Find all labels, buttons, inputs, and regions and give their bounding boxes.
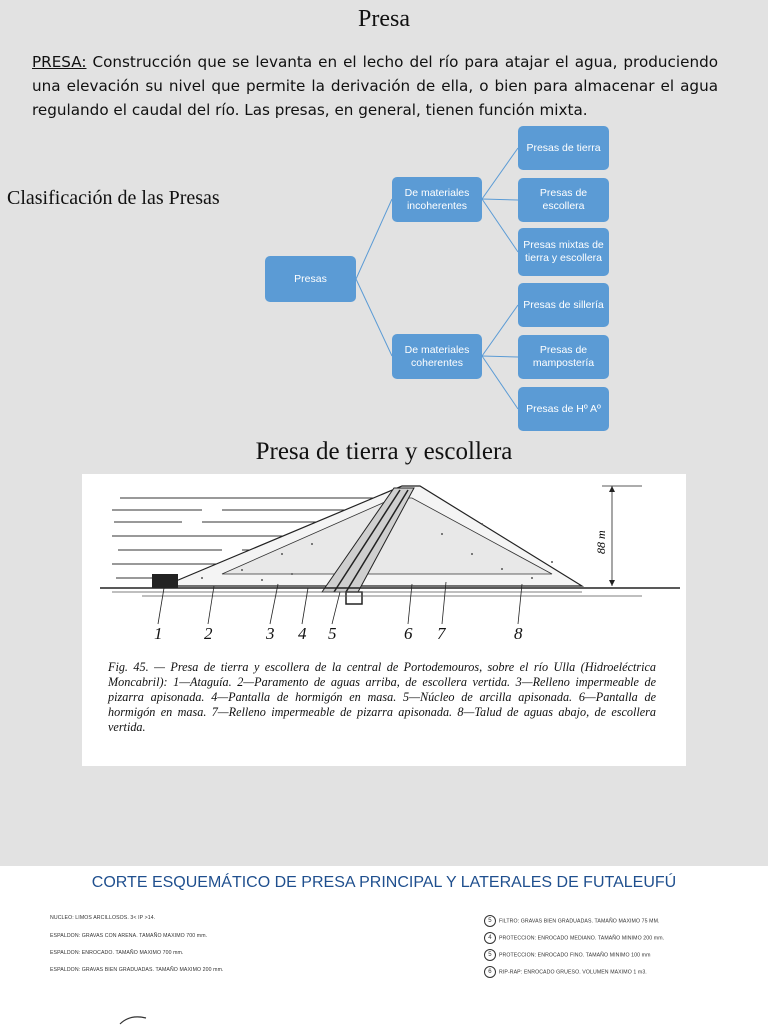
legend-left-item: NUCLEO: LIMOS ARCILLOSOS. 3< IP >14.	[50, 915, 156, 921]
legend-left	[50, 915, 370, 985]
node-coherent: De materiales coherentes	[392, 334, 482, 379]
page-title: Presa	[358, 6, 410, 32]
stroke-fragment	[116, 1012, 156, 1032]
legend-text: PROTECCION: ENROCADO MEDIANO. TAMAÑO MINIMO 200 mm.	[499, 935, 665, 942]
legend-right-item	[484, 949, 651, 961]
legend-left-item: ESPALDON: GRAVAS BIEN GRADUADAS. TAMAÑO MAXIMO 200 mm.	[50, 967, 224, 973]
height-dimension-label: 88 m	[594, 530, 608, 554]
label-1: 1	[154, 624, 163, 643]
legend-left-item: ESPALDON: GRAVAS CON ARENA. TAMAÑO MAXIMO 700 mm.	[50, 933, 208, 939]
node-presas-tierra: Presas de tierra	[518, 126, 609, 170]
dam-cross-section	[82, 474, 686, 654]
legend-text: FILTRO: GRAVAS BIEN GRADUADAS. TAMAÑO MAXIMO 75 MM.	[499, 918, 660, 925]
legend-right-item	[484, 932, 664, 944]
lower-title: CORTE ESQUEMÁTICO DE PRESA PRINCIPAL Y LATERALES DE FUTALEUFÚ	[91, 874, 677, 891]
node-presas-silleria: Presas de sillería	[518, 283, 609, 327]
figure-caption: Fig. 45. — Presa de tierra y escollera de la central de Portodemouros, sobre el río Ulla (Hidroeléctrica Moncabril): 1—Ataguía. 2—Paramento de aguas arriba, de escollera vertida. 3—Relleno impermeable de pizarra apisonada. 4—Pantalla de hormigón en masa. 5—Núcleo de arcilla apisonada. 6—Pantalla de hormigón en masa. 7—Relleno impermeable de pizarra apisonada. 8—Talud de aguas abajo, de escollera vertida.	[108, 660, 656, 734]
dam-figure	[82, 474, 686, 766]
label-6: 6	[404, 624, 413, 643]
label-2: 2	[204, 624, 213, 643]
legend-number: 6	[484, 966, 496, 978]
node-presas-hormigon: Presas de Hº Aº	[518, 387, 609, 431]
legend-right	[484, 915, 754, 985]
label-7: 7	[437, 624, 446, 643]
node-presas-mixtas: Presas mixtas de tierra y escollera	[518, 228, 609, 276]
classification-title: Clasificación de las Presas	[7, 187, 220, 209]
label-3: 3	[266, 624, 275, 643]
intro-text: Construcción que se levanta en el lecho del río para atajar el agua, produciendo una elevación su nivel que permite la derivación de ella, o bien para almacenar el agua regulando el caudal del río. Las presas, en general, tienen función mixta.	[32, 53, 718, 119]
label-4: 4	[298, 624, 307, 643]
legend-number: 5	[484, 949, 496, 961]
legend-number: 4	[484, 932, 496, 944]
label-5: 5	[328, 624, 337, 643]
legend-text: PROTECCION: ENROCADO FINO. TAMAÑO MINIMO 100 mm	[499, 952, 651, 959]
figure-title: Presa de tierra y escollera	[255, 438, 513, 465]
intro-term: PRESA:	[32, 53, 87, 71]
legend-right-item	[484, 966, 647, 978]
node-incoherent: De materiales incoherentes	[392, 177, 482, 222]
node-presas-escollera: Presas de escollera	[518, 178, 609, 222]
node-root: Presas	[265, 256, 356, 302]
legend-number: 5	[484, 915, 496, 927]
legend-text: RIP-RAP: ENROCADO GRUESO. VOLUMEN MAXIMO 1 m3.	[499, 969, 647, 976]
classification-diagram	[0, 0, 768, 440]
legend-right-item	[484, 915, 660, 927]
node-presas-mamposteria: Presas de mampostería	[518, 335, 609, 379]
tree-connectors	[0, 0, 768, 440]
legend-left-item: ESPALDON: ENROCADO. TAMAÑO MAXIMO 700 mm.	[50, 950, 184, 956]
label-8: 8	[514, 624, 523, 643]
